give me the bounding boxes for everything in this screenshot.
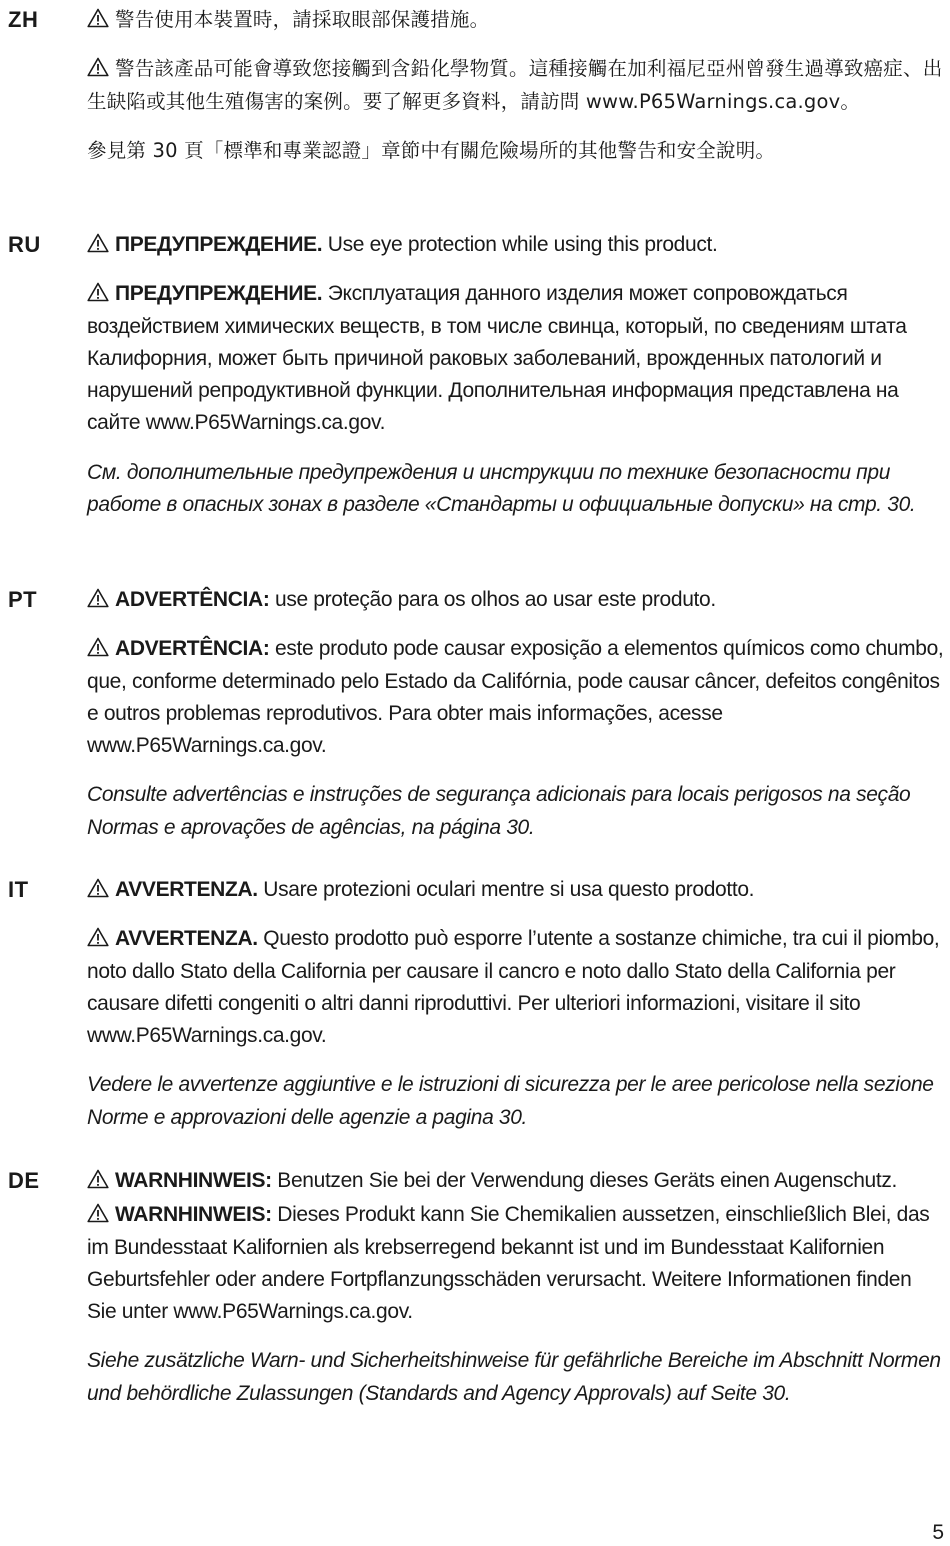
warning-label: AVVERTENZA.	[115, 878, 258, 901]
language-code-it: IT	[8, 877, 29, 902]
warning-text: Usare protezioni oculari mentre si usa questo prodotto.	[263, 878, 755, 901]
warning-triangle-icon	[87, 878, 109, 898]
eye-protection-warning-pt	[87, 584, 945, 616]
reference-note-it: Vedere le avvertenze aggiuntive e le istruzioni di sicurezza per le aree pericolose nella sezione Norme e approvazioni delle agenzie a pagina 30.	[87, 1073, 934, 1129]
warning-text: Use eye protection while using this product.	[327, 233, 718, 256]
prop65-warning-it	[87, 923, 945, 1052]
section-pt-body	[87, 584, 945, 861]
warning-triangle-icon	[87, 8, 109, 28]
prop65-warning-ru	[87, 278, 945, 439]
warning-text: este produto pode causar exposição a elementos químicos como chumbo, que, conforme determinado pelo Estado da Califórnia, pode causar câncer, defeitos congênitos e outros problemas reprodutivos. Para obter mais informações, acesse www.P65Warnings.ca.gov.	[87, 637, 944, 758]
warning-triangle-icon	[87, 1169, 109, 1189]
warning-text: Questo prodotto può esporre l’utente a sostanze chimiche, tra cui il piombo, noto dallo Stato della California per causare il cancro e noto dallo Stato della California per causare difetti congeniti o altri danni riproduttivi. Per ulteriori informazioni, visitare il sito www.P65Warnings.ca.gov.	[87, 927, 940, 1048]
language-code-de: DE	[8, 1168, 40, 1193]
warning-label: ADVERTÊNCIA:	[115, 637, 270, 661]
language-code-zh: ZH	[8, 7, 39, 32]
warning-triangle-icon	[87, 588, 109, 608]
warning-label: ADVERTÊNCIA:	[115, 588, 270, 611]
warning-label: WARNHINWEIS:	[115, 1203, 272, 1227]
warning-triangle-icon	[87, 57, 109, 77]
reference-note-pt: Consulte advertências e instruções de segurança adicionais para locais perigosos na seção Normas e aprovações de agências, na página 30.	[87, 783, 911, 839]
warning-label: ПРЕДУПРЕЖДЕНИЕ.	[115, 233, 323, 256]
warning-text: use proteção para os olhos ao usar este produto.	[274, 588, 716, 611]
section-it-body	[87, 874, 945, 1151]
eye-protection-warning-it	[87, 874, 945, 906]
warning-triangle-icon	[87, 637, 109, 657]
section-zh-body	[87, 4, 945, 184]
warning-label: WARNHINWEIS:	[115, 1169, 272, 1192]
warning-label: ПРЕДУПРЕЖДЕНИЕ.	[115, 282, 323, 306]
reference-note-de: Siehe zusätzliche Warn- und Sicherheitshinweise für gefährliche Bereiche im Abschnitt Normen und behördliche Zulassungen (Standards and Agency Approvals) auf Seite 30.	[87, 1349, 941, 1405]
warning-text: 警告該產品可能會導致您接觸到含鉛化學物質。這種接觸在加利福尼亞州曾發生過導致癌症、出生缺陷或其他生殖傷害的案例。要了解更多資料，請訪問 www.P65Warnings.ca.gov。	[87, 57, 943, 113]
prop65-warning-pt	[87, 633, 945, 762]
eye-protection-warning-de	[87, 1165, 945, 1197]
reference-note-ru: См. дополнительные предупреждения и инструкции по технике безопасности при работе в опасных зонах в разделе «Стандарты и официальные допуски» на стр. 30.	[87, 460, 916, 517]
prop65-warning-zh	[87, 53, 945, 118]
section-de-body	[87, 1165, 945, 1427]
section-ru-body	[87, 229, 945, 538]
reference-note-zh: 參見第 30 頁「標準和專業認證」章節中有關危險場所的其他警告和安全說明。	[87, 138, 776, 162]
prop65-warning-de	[87, 1199, 945, 1328]
warning-triangle-icon	[87, 1203, 109, 1223]
page-number: 5	[932, 1521, 944, 1544]
warning-text: Benutzen Sie bei der Verwendung dieses Geräts einen Augenschutz.	[277, 1169, 897, 1192]
warning-text: Dieses Produkt kann Sie Chemikalien aussetzen, einschließlich Blei, das im Bundesstaat Kalifornien als krebserregend bekannt ist und im Bundesstaat Kalifornien Geburtsfehler oder andere Fortpflanzungsschäden verursacht. Weitere Informationen finden Sie unter www.P65Warnings.ca.gov.	[87, 1203, 930, 1324]
warning-label: AVVERTENZA.	[115, 927, 258, 951]
warning-triangle-icon	[87, 233, 109, 253]
language-code-ru: RU	[8, 232, 41, 257]
eye-protection-warning-zh	[87, 4, 945, 36]
language-code-pt: PT	[8, 587, 38, 612]
warning-triangle-icon	[87, 282, 109, 302]
warning-text: 警告使用本裝置時，請採取眼部保護措施。	[115, 8, 490, 31]
eye-protection-warning-ru	[87, 229, 945, 261]
warning-triangle-icon	[87, 927, 109, 947]
warning-text: Эксплуатация данного изделия может сопровождаться воздействием химических веществ, в том числе свинца, который, по сведениям штата Калифорния, может быть причиной раковых заболеваний, врожденных патологий и нарушений репродуктивной функции. Дополнительная информация представлена на сайте www.P65Warnings.ca.gov.	[87, 282, 907, 435]
